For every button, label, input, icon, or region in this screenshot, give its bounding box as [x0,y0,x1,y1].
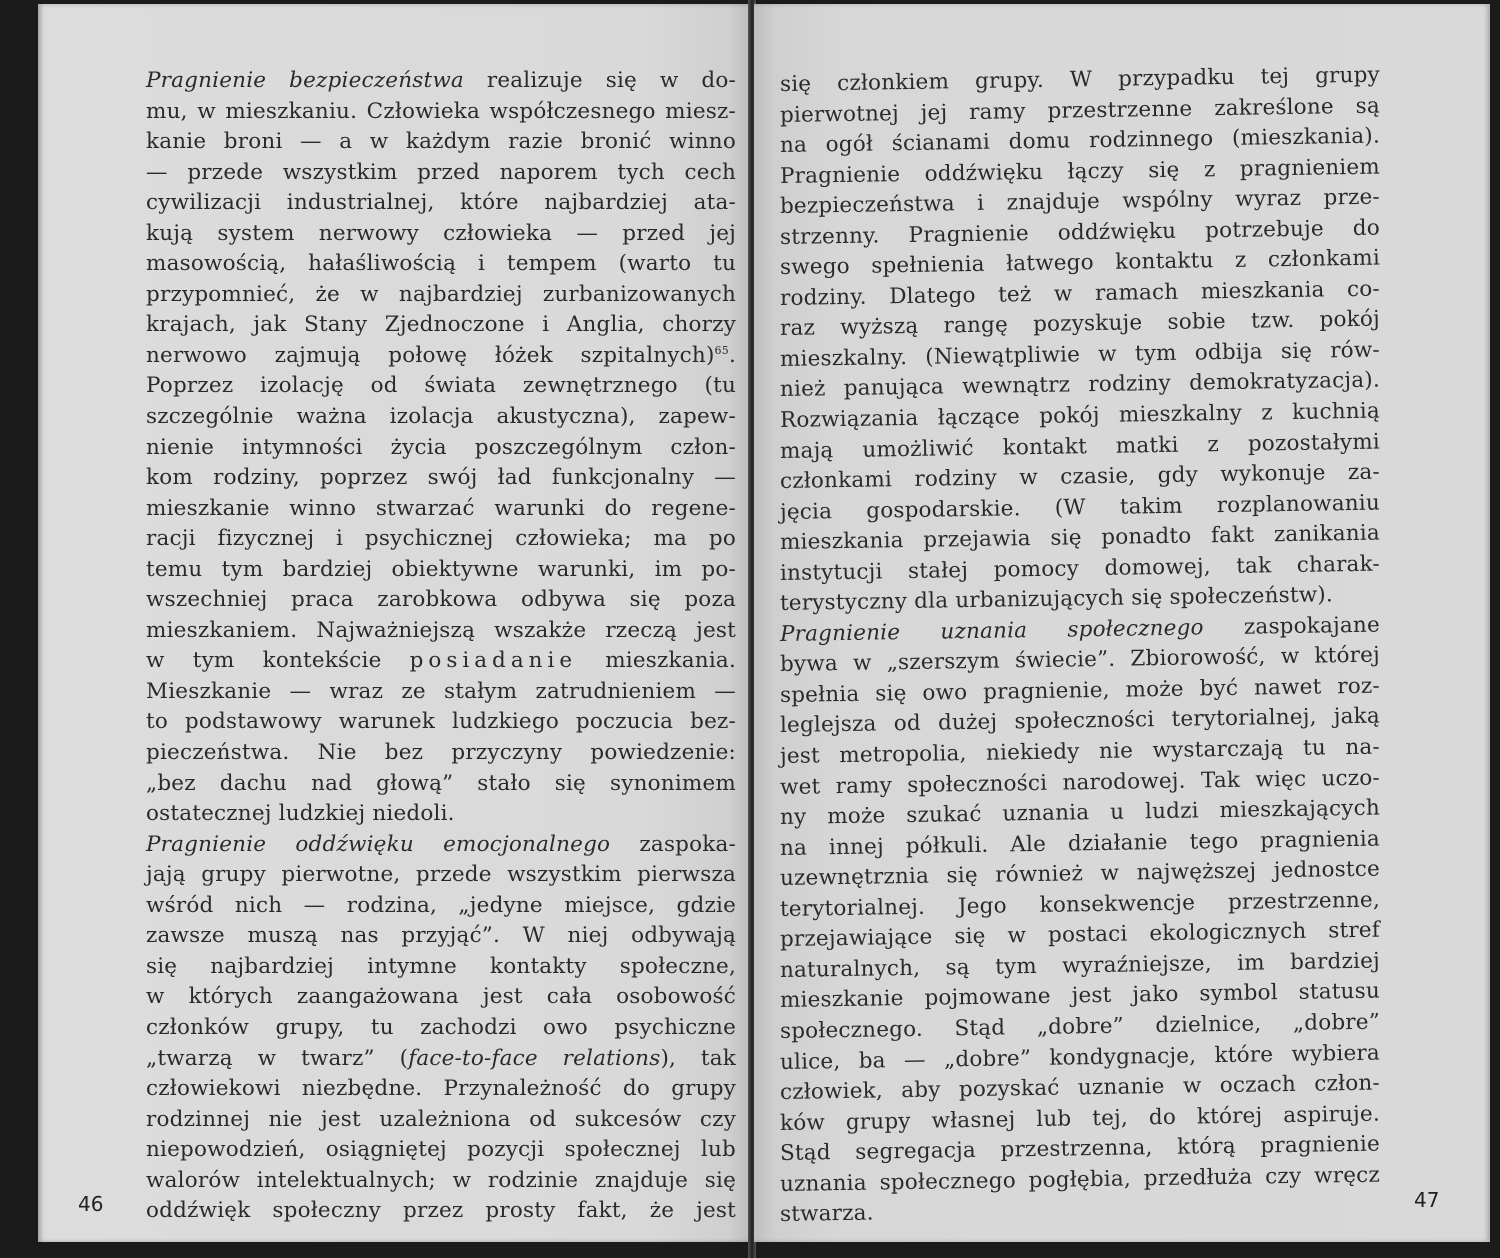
text-run: uznania społecznego pogłębia, przedłuża czy wręcz [779,1162,1381,1197]
text-run: w tym kontekście [146,648,410,674]
right-page-text [779,62,1381,1231]
text-run: to podstawowy warunek ludzkiego poczucia bez- [146,709,736,735]
text-run: nienie intymności życia poszczególnym człon- [146,434,736,460]
text-line [146,219,736,250]
italic-phrase: Pragnienie bezpieczeństwa [146,68,464,93]
text-run: człowiekowi niezbędne. Przynależność do grupy [146,1076,736,1102]
text-run: cywilizacji industrialnej, które najbardziej ata- [146,190,736,216]
text-run: mieszkaniem. Najważniejszą wszakże rzeczą jest [146,617,736,643]
text-run: swego spełnienia łatwego kontaktu z członkami [779,245,1381,281]
text-line [146,1013,736,1044]
text-line [146,249,736,280]
text-run: uzewnętrznia się również w najwęższej jednostce [779,856,1381,892]
text-run: Mieszkanie — wraz ze stałym zatrudnieniem — [146,678,736,704]
text-line [146,188,736,219]
text-line [146,158,736,189]
text-line [146,677,736,708]
text-run: mają umożliwić kontakt matki z pozostałymi [779,429,1381,464]
text-line [146,921,736,952]
text-line [146,616,736,647]
text-run: wet ramy społeczności narodowej. Tak więc uczo- [779,765,1381,800]
text-run: terytorialnej. Jego konsekwencje przestrzenne, [779,887,1381,922]
text-line [146,952,736,983]
text-run: pieczeństwa. Nie bez przyczyny powiedzenie: [146,740,736,766]
text-run: ny może szukać uznania u ludzi mieszkających [779,795,1381,831]
text-run: wszechniej praca zarobkowa odbywa się poza [146,587,736,613]
text-line [146,738,736,769]
text-run: przejawiające się w postaci ekologicznych stref [779,917,1381,953]
text-line [146,310,736,341]
right-page [754,4,1490,1242]
text-run: bywa w „szerszym świecie”. Zbiorowość, w której [779,642,1381,678]
text-line [146,463,736,494]
text-line [146,769,736,800]
text-run: kują system nerwowy człowieka — przed jej [146,220,736,246]
text-run: Pragnienie oddźwięku łączy się z pragnieniem [779,154,1381,189]
text-run: — przede wszystkim przed naporem tych cech [146,159,736,185]
text-line [146,585,736,616]
text-run: się członkiem grupy. W przypadku tej grupy [779,62,1381,97]
text-run: posiadanie [409,648,578,674]
text-line [146,1105,736,1136]
text-run: realizuje się w do- [463,68,736,93]
text-run: raz wyższą rangę pozyskuje sobie tzw. pokój [779,306,1381,342]
text-line [146,1074,736,1105]
text-line [146,799,736,830]
text-line [146,555,736,586]
text-line [146,1044,736,1075]
page-number-left: 46 [78,1192,104,1216]
text-run: ulice, ba — „dobre” kondygnacje, które wybiera [779,1040,1381,1075]
text-run: w których zaangażowana jest cała osobowość [146,984,736,1010]
page-number-right: 47 [1414,1188,1440,1212]
text-run: spełnia się owo pragnienie, może być nawet roz- [779,673,1381,708]
text-line [146,982,736,1013]
text-line [146,371,736,402]
text-line [146,433,736,464]
text-run: mu, w mieszkaniu. Człowieka współczesnego miesz- [146,98,736,124]
text-line [146,1196,736,1227]
text-run: zaspokajane [1203,612,1381,641]
text-line [146,646,736,677]
text-run: jest metropolia, niekiedy nie wystarczają tu na- [779,734,1381,770]
text-run: Rozwiązania łączące pokój mieszkalny z kuchnią [779,398,1381,434]
text-line [146,1166,736,1197]
text-run: zawsze muszą nas przyjąć”. W niej odbywają [146,923,736,949]
left-page-text [146,66,736,1227]
text-run: kom rodziny, poprzez swój ład funkcjonalny — [146,465,736,491]
text-run: rodzinnej nie jest uzależniona od sukcesów czy [146,1106,736,1132]
text-run: wśród nich — rodzina, „jedyne miejsce, gdzie [146,892,736,918]
text-run: leglejsza od dużej społeczności terytorialnej, jaką [779,704,1381,739]
text-run: racji fizycznej i psychicznej człowieka; ma po [146,526,736,552]
text-line [146,494,736,525]
text-run: społecznego. Stąd „dobre” dzielnice, „dobre” [779,1009,1381,1044]
text-line [146,97,736,128]
text-run: . [728,342,736,368]
text-run: ków grupy własnej lub tej, do której aspiruje. [779,1101,1381,1136]
text-run: stwarza. [779,1200,874,1228]
text-run: jęcia gospodarskie. (W takim rozplanowaniu [779,490,1381,525]
text-run: ), tak [660,1045,736,1071]
text-run: mieszkanie winno stwarzać warunki do regene- [146,495,736,521]
text-run: rodziny. Dlatego też w ramach mieszkania co- [779,276,1381,311]
text-run: mieszkania. [577,648,736,674]
text-run: krajach, jak Stany Zjednoczone i Anglia, chorzy [146,312,736,338]
text-run: przypomnieć, że w najbardziej zurbanizowanych [146,281,736,307]
italic-phrase: face-to-face relations [408,1045,661,1071]
text-run: członkami rodziny w czasie, gdy wykonuje za- [779,459,1381,495]
footnote-ref: 65 [714,343,729,357]
text-run: nież panująca wewnątrz rodziny demokratyzacja). [779,368,1381,403]
text-line [146,891,736,922]
text-run: na innej półkuli. Ale działanie tego pragnienia [779,826,1381,861]
text-run: terystyczny dla urbanizujących się społeczeństw). [779,582,1334,617]
text-line [146,341,736,372]
text-line [146,860,736,891]
text-line [146,66,736,97]
text-run: szczególnie ważna izolacja akustyczna), zapew- [146,404,736,430]
text-run: mieszkanie pojmowane jest jako symbol statusu [779,978,1381,1014]
text-line [146,830,736,861]
text-run: instytucji stałej pomocy domowej, tak charak- [779,551,1381,586]
text-line [146,280,736,311]
italic-phrase: Pragnienie uznania społecznego [779,615,1204,647]
text-line [146,524,736,555]
text-run: człowiek, aby pozyskać uznanie w oczach człon- [779,1070,1381,1106]
italic-phrase: Pragnienie oddźwięku emocjonalnego [146,831,611,857]
text-run: walorów intelektualnych; w rodzinie znajduje się [146,1167,736,1193]
text-run: kanie broni — a w każdym razie bronić winno [146,129,736,155]
text-run: temu tym bardziej obiektywne warunki, im po- [146,556,736,582]
text-run: naturalnych, są tym wyraźniejsze, im bardziej [779,948,1381,983]
text-line [146,1135,736,1166]
text-run: zaspoka- [610,831,736,857]
text-line [146,707,736,738]
text-run: się najbardziej intymne kontakty społeczne, [146,953,736,979]
text-line [146,127,736,158]
text-run: oddźwięk społeczny przez prosty fakt, że jest [146,1198,736,1224]
text-run: jają grupy pierwotne, przede wszystkim pierwsza [146,862,736,888]
text-run: „twarzą w twarz” ( [146,1045,409,1071]
text-run: pierwotnej jej ramy przestrzenne zakreślone są [779,93,1381,128]
text-run: Stąd segregacja przestrzenna, którą pragnienie [779,1131,1381,1167]
text-run: członków grupy, tu zachodzi owo psychiczne [146,1014,736,1040]
text-run: nerwowo zajmują połowę łóżek szpitalnych) [146,342,715,368]
text-run: „bez dachu nad głową” stało się synonimem [146,770,736,796]
text-run: ostatecznej ludzkiej niedoli. [146,801,455,827]
left-page [38,4,750,1242]
text-run: na ogół ścianami domu rodzinnego (mieszkania). [779,123,1381,159]
text-run: masowością, hałaśliwością i tempem (warto tu [146,251,736,277]
text-run: strzenny. Pragnienie oddźwięku potrzebuje do [779,215,1381,250]
text-run: bezpieczeństwa i znajduje wspólny wyraz prze- [779,184,1381,220]
text-run: mieszkania przejawia się ponadto fakt zanikania [779,520,1381,556]
text-run: mieszkalny. (Niewątpliwie w tym odbija się rów- [779,337,1381,372]
text-run: Poprzez izolację od świata zewnętrznego (tu [146,373,736,399]
text-line [146,402,736,433]
text-run: niepowodzień, osiągniętej pozycji społecznej lub [146,1137,736,1163]
